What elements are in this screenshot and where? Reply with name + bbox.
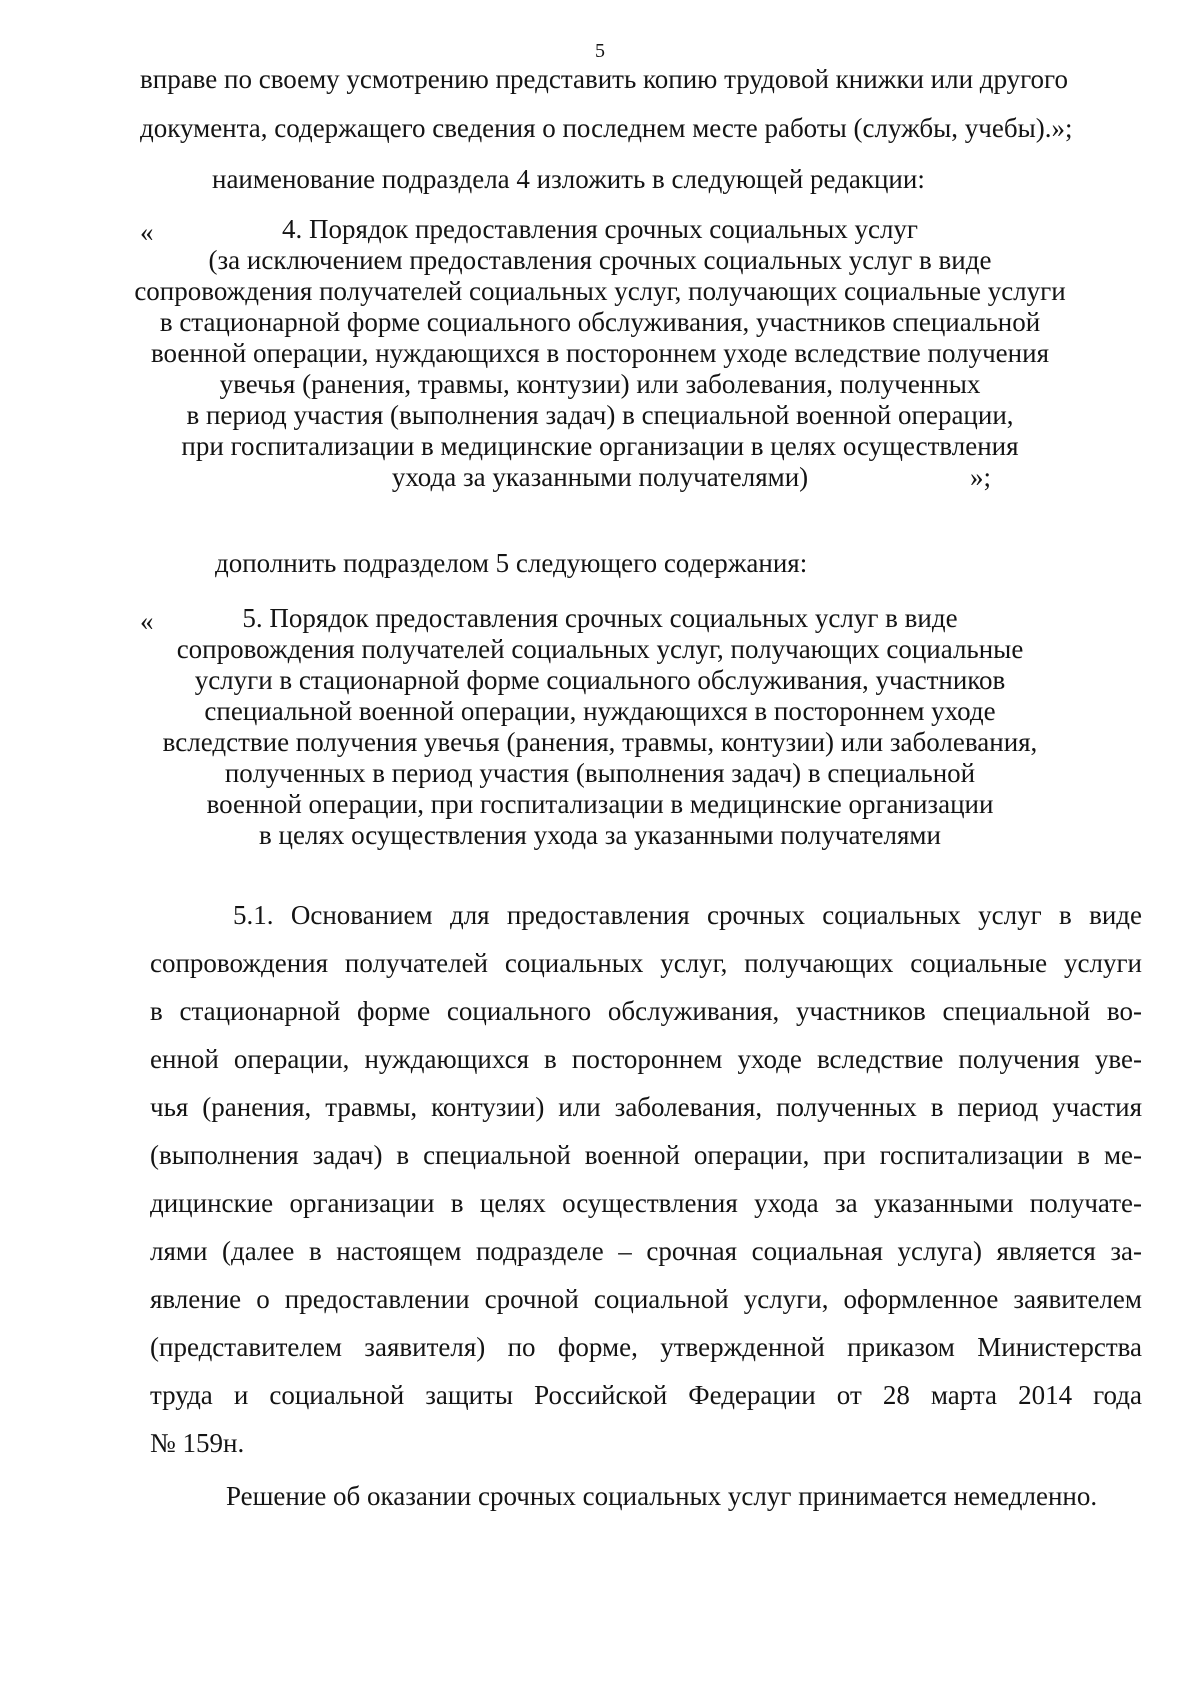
heading5-line: в целях осуществления ухода за указанными получателями [259,820,941,850]
paragraph-5-1-line: енной операции, нуждающихся в постороннем уходе вследствие получения уве- [150,1044,1142,1074]
heading5-line: полученных в период участия (выполнения задач) в специальной [224,758,976,788]
instruction-rename-subsection-4: наименование подраздела 4 изложить в следующей редакции: [212,164,925,194]
paragraph-5-1-line: № 159н. [150,1428,245,1458]
paragraph-5-1-line: (выполнения задач) в специальной военной операции, при госпитализации в ме- [150,1140,1142,1170]
heading4-line: ухода за указанными получателями) [391,462,809,492]
close-quote: »; [970,462,992,492]
heading4-line: при госпитализации в медицинские организации в целях осуществления [181,431,1019,461]
heading4-line: в стационарной форме социального обслуживания, участников специальной [159,307,1041,337]
heading5-line: услуги в стационарной форме социального обслуживания, участников [194,665,1006,695]
heading5-title: 5. Порядок предоставления срочных социальных услуг в виде [242,603,958,633]
heading5-line: вследствие получения увечья (ранения, травмы, контузии) или заболевания, [162,727,1038,757]
heading5-line: специальной военной операции, нуждающихся в постороннем уходе [204,696,996,726]
page-number: 5 [595,40,605,62]
intro-line: документа, содержащего сведения о последнем месте работы (службы, учебы).»; [140,113,1073,143]
heading5-line: военной операции, при госпитализации в медицинские организации [206,789,994,819]
heading4-line: (за исключением предоставления срочных социальных услуг в виде [208,245,992,275]
paragraph-5-1-line: лями (далее в настоящем подразделе – срочная социальная услуга) является за- [150,1236,1142,1266]
intro-line: вправе по своему усмотрению представить копию трудовой книжки или другого [140,64,1068,94]
heading4-line: в период участия (выполнения задач) в специальной военной операции, [186,400,1014,430]
paragraph-5-1-line: труда и социальной защиты Российской Федерации от 28 марта 2014 года [150,1380,1142,1410]
paragraph-5-1-line: дицинские организации в целях осуществления ухода за указанными получате- [150,1188,1142,1218]
open-quote: « [140,217,154,247]
paragraph-5-1-line: (представителем заявителя) по форме, утвержденной приказом Министерства [150,1332,1142,1362]
heading4-line: сопровождения получателей социальных услуг, получающих социальные услуги [134,276,1066,306]
paragraph-5-1-line: сопровождения получателей социальных услуг, получающих социальные услуги [150,948,1142,978]
final-sentence: Решение об оказании срочных социальных услуг принимается немедленно. [226,1481,1098,1511]
paragraph-5-1-line: чья (ранения, травмы, контузии) или заболевания, полученных в период участия [150,1092,1142,1122]
heading4-title: 4. Порядок предоставления срочных социальных услуг [282,214,918,244]
instruction-add-subsection-5: дополнить подразделом 5 следующего содержания: [215,548,808,578]
heading5-line: сопровождения получателей социальных услуг, получающих социальные [176,634,1024,664]
open-quote: « [140,606,154,636]
heading4-line: увечья (ранения, травмы, контузии) или заболевания, полученных [219,369,981,399]
paragraph-5-1-line: 5.1. Основанием для предоставления срочных социальных услуг в виде [233,900,1142,930]
paragraph-5-1-line: в стационарной форме социального обслуживания, участников специальной во- [150,996,1142,1026]
paragraph-5-1-line: явление о предоставлении срочной социальной услуги, оформленное заявителем [150,1284,1142,1314]
heading4-line: военной операции, нуждающихся в постороннем уходе вследствие получения [150,338,1049,368]
